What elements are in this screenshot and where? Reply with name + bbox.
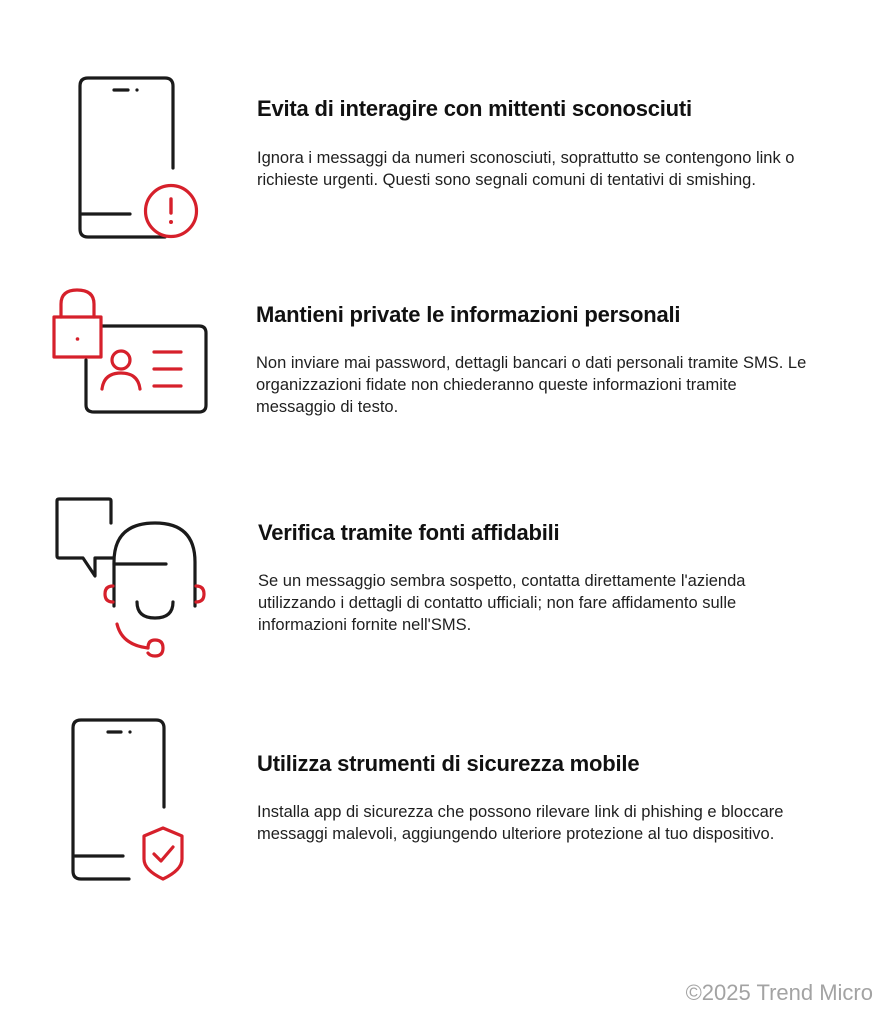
copyright: ©2025 Trend Micro xyxy=(685,980,873,1005)
tip-2-title: Mantieni private le informazioni personali xyxy=(256,302,681,327)
tip-4-title: Utilizza strumenti di sicurezza mobile xyxy=(257,751,640,776)
tip-3-title: Verifica tramite fonti affidabili xyxy=(258,520,560,545)
tip-4-text: Installa app di sicurezza che possono rilevare link di phishing e bloccare messaggi malevoli, aggiungendo ulteriore protezione al tuo dispositivo. xyxy=(257,803,784,843)
support-agent-icon xyxy=(50,490,220,670)
tip-3-text: Se un messaggio sembra sospetto, contatta direttamente l'azienda utilizzando i dettagli di contatto ufficiali; non fare affidamento sulle informazioni fornite nell'SMS. xyxy=(258,572,746,634)
tip-2-text: Non inviare mai password, dettagli bancari o dati personali tramite SMS. Le organizzazioni fidate non chiederanno queste informazioni tramite messaggio di testo. xyxy=(256,354,807,416)
phone-alert-icon xyxy=(70,70,210,245)
locked-id-card-icon xyxy=(45,282,215,422)
tip-1-title: Evita di interagire con mittenti sconosciuti xyxy=(257,96,692,121)
tip-1-text: Ignora i messaggi da numeri sconosciuti, soprattutto se contengono link o richieste urgenti. Questi sono segnali comuni di tentativi di smishing. xyxy=(257,149,795,189)
phone-shield-icon xyxy=(63,712,203,887)
